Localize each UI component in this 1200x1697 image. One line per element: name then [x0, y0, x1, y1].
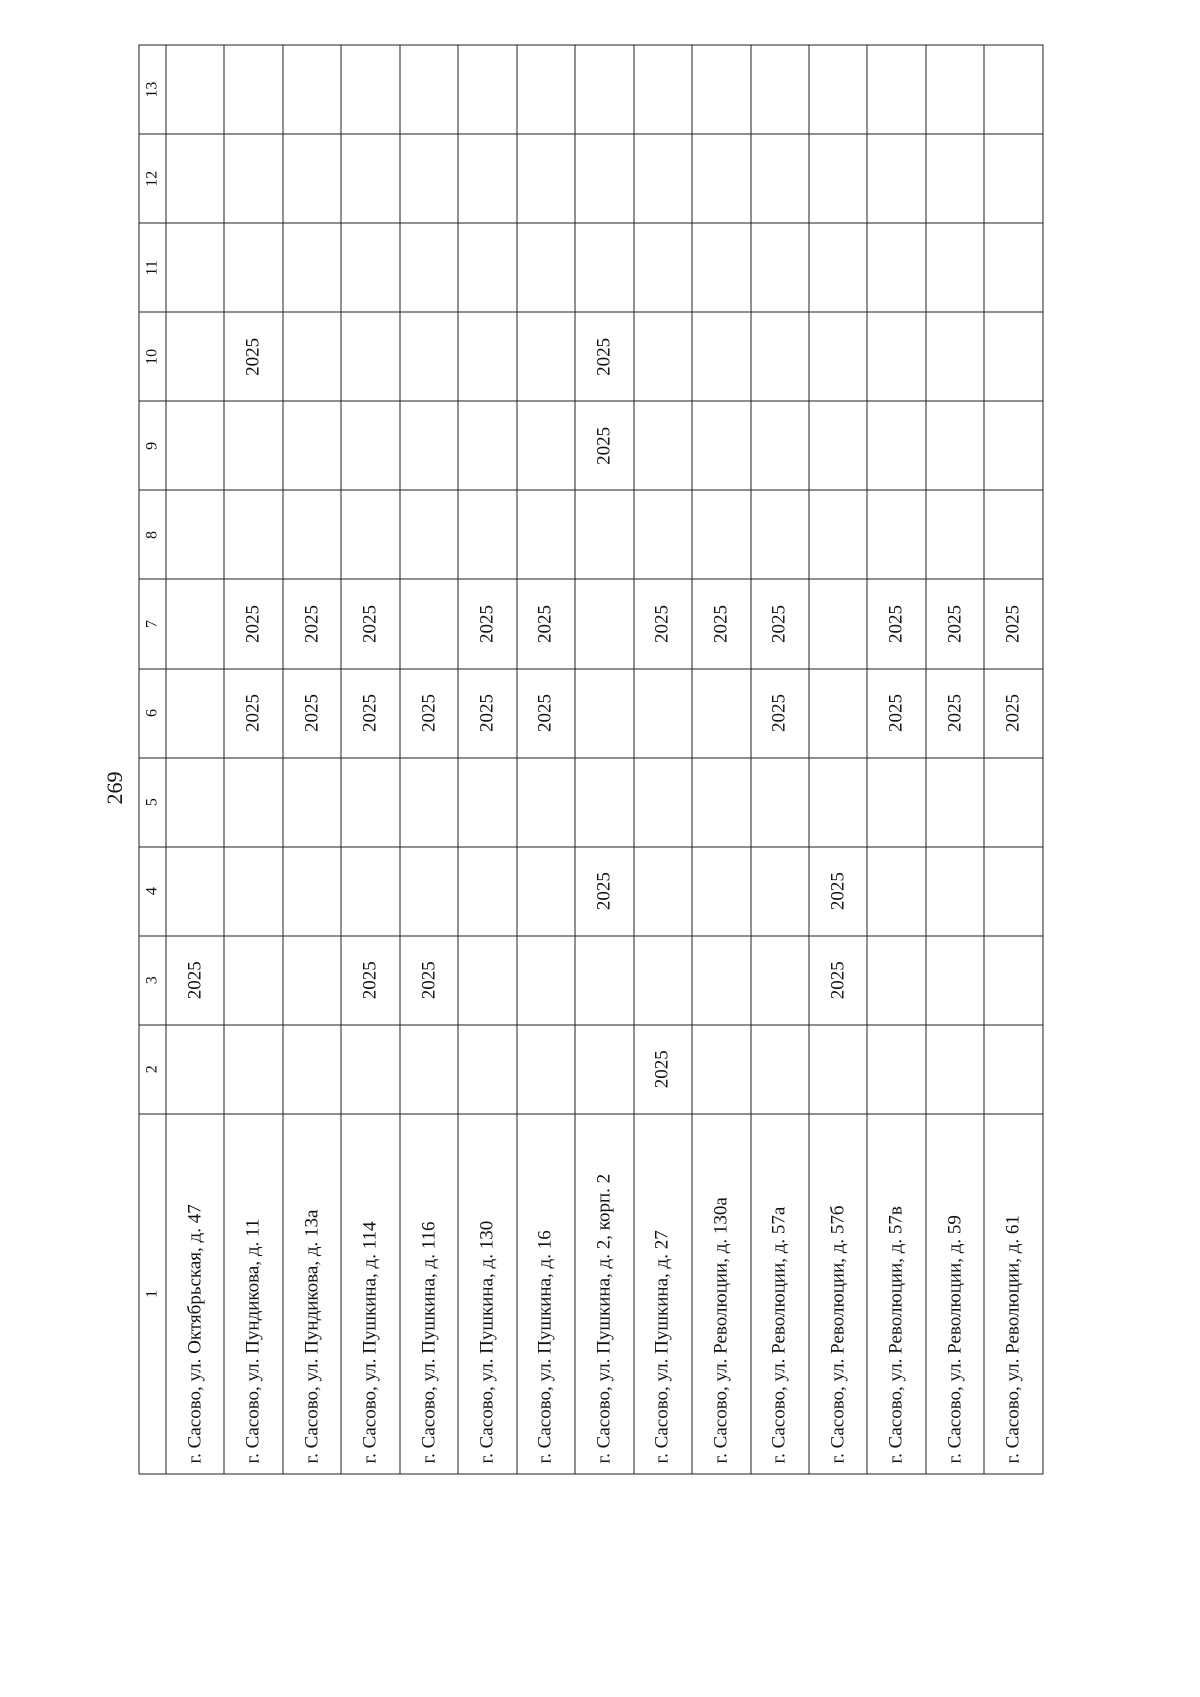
year-cell-col-13 [166, 45, 224, 134]
table-row [634, 45, 692, 1474]
column-header-11: 11 [139, 223, 166, 312]
year-cell-col-6: 2025 [984, 669, 1043, 758]
year-cell-col-6: 2025 [751, 669, 809, 758]
year-cell-col-12 [400, 134, 458, 223]
year-cell-col-7 [575, 579, 633, 668]
year-cell-col-6: 2025 [517, 669, 575, 758]
column-header-13: 13 [139, 45, 166, 134]
year-cell-col-4 [283, 847, 341, 936]
year-cell-col-4: 2025 [575, 847, 633, 936]
year-cell-col-3: 2025 [400, 936, 458, 1025]
year-cell-col-2 [809, 1025, 867, 1114]
year-cell-col-2 [984, 1025, 1043, 1114]
year-cell-col-7: 2025 [224, 579, 282, 668]
year-cell-col-12 [575, 134, 633, 223]
year-cell-col-8 [634, 490, 692, 579]
year-cell-col-9 [634, 401, 692, 490]
year-cell-col-13 [400, 45, 458, 134]
year-cell-col-2 [867, 1025, 925, 1114]
column-header-1: 1 [139, 1114, 166, 1474]
table-row [458, 45, 516, 1474]
year-cell-col-11 [926, 223, 984, 312]
year-cell-col-7: 2025 [984, 579, 1043, 668]
year-cell-col-11 [751, 223, 809, 312]
year-cell-col-8 [458, 490, 516, 579]
year-cell-col-7: 2025 [867, 579, 925, 668]
year-cell-col-10 [809, 312, 867, 401]
year-cell-col-4 [984, 847, 1043, 936]
year-cell-col-13 [517, 45, 575, 134]
year-cell-col-13 [283, 45, 341, 134]
year-cell-col-3 [634, 936, 692, 1025]
year-cell-col-12 [867, 134, 925, 223]
year-cell-col-6: 2025 [926, 669, 984, 758]
year-cell-col-9 [224, 401, 282, 490]
year-cell-col-4 [517, 847, 575, 936]
year-cell-col-13 [751, 45, 809, 134]
year-cell-col-9 [283, 401, 341, 490]
column-header-4: 4 [139, 847, 166, 936]
year-cell-col-5 [283, 758, 341, 847]
year-cell-col-13 [926, 45, 984, 134]
year-cell-col-12 [283, 134, 341, 223]
year-cell-col-10 [517, 312, 575, 401]
year-cell-col-8 [692, 490, 750, 579]
year-cell-col-3 [867, 936, 925, 1025]
year-cell-col-7: 2025 [341, 579, 399, 668]
table-row [692, 45, 750, 1474]
year-cell-col-6 [634, 669, 692, 758]
year-cell-col-10 [634, 312, 692, 401]
year-cell-col-3: 2025 [809, 936, 867, 1025]
year-cell-col-13 [692, 45, 750, 134]
year-cell-col-2 [224, 1025, 282, 1114]
year-cell-col-11 [224, 223, 282, 312]
year-cell-col-13 [575, 45, 633, 134]
year-cell-col-11 [575, 223, 633, 312]
address-cell: г. Сасово, ул. Революции, д. 59 [926, 1114, 984, 1474]
column-header-7: 7 [139, 579, 166, 668]
year-cell-col-7 [400, 579, 458, 668]
year-cell-col-9 [166, 401, 224, 490]
year-cell-col-8 [166, 490, 224, 579]
address-cell: г. Сасово, ул. Революции, д. 57б [809, 1114, 867, 1474]
year-cell-col-6 [692, 669, 750, 758]
table-row [751, 45, 809, 1474]
year-cell-col-10 [751, 312, 809, 401]
table-row [224, 45, 282, 1474]
year-cell-col-5 [809, 758, 867, 847]
year-cell-col-8 [867, 490, 925, 579]
year-cell-col-11 [341, 223, 399, 312]
year-cell-col-9 [984, 401, 1043, 490]
year-cell-col-3: 2025 [166, 936, 224, 1025]
year-cell-col-2 [166, 1025, 224, 1114]
address-cell: г. Сасово, ул. Пушкина, д. 16 [517, 1114, 575, 1474]
year-cell-col-4: 2025 [809, 847, 867, 936]
address-cell: г. Сасово, ул. Пушкина, д. 2, корп. 2 [575, 1114, 633, 1474]
column-header-5: 5 [139, 758, 166, 847]
year-cell-col-7 [166, 579, 224, 668]
year-cell-col-5 [517, 758, 575, 847]
year-cell-col-10 [926, 312, 984, 401]
year-cell-col-4 [692, 847, 750, 936]
address-cell: г. Сасово, ул. Октябрьская, д. 47 [166, 1114, 224, 1474]
table-row [400, 45, 458, 1474]
column-header-8: 8 [139, 490, 166, 579]
year-cell-col-11 [400, 223, 458, 312]
table-body [166, 45, 1043, 1474]
table-row [283, 45, 341, 1474]
year-cell-col-9 [867, 401, 925, 490]
year-cell-col-9 [458, 401, 516, 490]
address-cell: г. Сасово, ул. Пундикова, д. 11 [224, 1114, 282, 1474]
year-cell-col-11 [809, 223, 867, 312]
year-cell-col-4 [751, 847, 809, 936]
year-cell-col-4 [224, 847, 282, 936]
schedule-table-container [139, 45, 1044, 1475]
year-cell-col-5 [224, 758, 282, 847]
year-cell-col-5 [751, 758, 809, 847]
year-cell-col-12 [341, 134, 399, 223]
year-cell-col-8 [400, 490, 458, 579]
year-cell-col-3 [575, 936, 633, 1025]
year-cell-col-10 [867, 312, 925, 401]
year-cell-col-2: 2025 [634, 1025, 692, 1114]
table-row [341, 45, 399, 1474]
table-row [926, 45, 984, 1474]
year-cell-col-8 [926, 490, 984, 579]
year-cell-col-6 [575, 669, 633, 758]
year-cell-col-7: 2025 [283, 579, 341, 668]
column-header-12: 12 [139, 134, 166, 223]
year-cell-col-3 [751, 936, 809, 1025]
year-cell-col-10 [341, 312, 399, 401]
address-cell: г. Сасово, ул. Пушкина, д. 114 [341, 1114, 399, 1474]
table-row [867, 45, 925, 1474]
year-cell-col-3 [283, 936, 341, 1025]
year-cell-col-12 [984, 134, 1043, 223]
year-cell-col-7: 2025 [692, 579, 750, 668]
year-cell-col-4 [634, 847, 692, 936]
column-header-2: 2 [139, 1025, 166, 1114]
year-cell-col-5 [575, 758, 633, 847]
year-cell-col-11 [458, 223, 516, 312]
year-cell-col-12 [224, 134, 282, 223]
year-cell-col-3: 2025 [341, 936, 399, 1025]
year-cell-col-11 [166, 223, 224, 312]
year-cell-col-13 [341, 45, 399, 134]
year-cell-col-11 [867, 223, 925, 312]
column-header-6: 6 [139, 669, 166, 758]
year-cell-col-5 [984, 758, 1043, 847]
year-cell-col-8 [575, 490, 633, 579]
year-cell-col-11 [692, 223, 750, 312]
column-header-9: 9 [139, 401, 166, 490]
year-cell-col-9 [809, 401, 867, 490]
year-cell-col-10: 2025 [224, 312, 282, 401]
header-row [139, 45, 166, 1474]
year-cell-col-12 [517, 134, 575, 223]
year-cell-col-6: 2025 [224, 669, 282, 758]
year-cell-col-9 [926, 401, 984, 490]
year-cell-col-10 [283, 312, 341, 401]
year-cell-col-11 [634, 223, 692, 312]
year-cell-col-7: 2025 [458, 579, 516, 668]
year-cell-col-4 [341, 847, 399, 936]
year-cell-col-8 [984, 490, 1043, 579]
year-cell-col-12 [458, 134, 516, 223]
year-cell-col-11 [283, 223, 341, 312]
year-cell-col-12 [634, 134, 692, 223]
year-cell-col-12 [751, 134, 809, 223]
address-cell: г. Сасово, ул. Пундикова, д. 13а [283, 1114, 341, 1474]
year-cell-col-7: 2025 [517, 579, 575, 668]
year-cell-col-11 [517, 223, 575, 312]
year-cell-col-10 [400, 312, 458, 401]
year-cell-col-5 [692, 758, 750, 847]
year-cell-col-8 [283, 490, 341, 579]
address-cell: г. Сасово, ул. Пушкина, д. 130 [458, 1114, 516, 1474]
year-cell-col-13 [809, 45, 867, 134]
year-cell-col-3 [224, 936, 282, 1025]
table-row [517, 45, 575, 1474]
year-cell-col-8 [224, 490, 282, 579]
address-cell: г. Сасово, ул. Революции, д. 130а [692, 1114, 750, 1474]
year-cell-col-2 [575, 1025, 633, 1114]
year-cell-col-6: 2025 [400, 669, 458, 758]
year-cell-col-7: 2025 [926, 579, 984, 668]
column-header-3: 3 [139, 936, 166, 1025]
year-cell-col-5 [458, 758, 516, 847]
column-header-10: 10 [139, 312, 166, 401]
year-cell-col-5 [926, 758, 984, 847]
year-cell-col-9: 2025 [575, 401, 633, 490]
year-cell-col-8 [809, 490, 867, 579]
year-cell-col-9 [341, 401, 399, 490]
year-cell-col-8 [751, 490, 809, 579]
year-cell-col-4 [926, 847, 984, 936]
year-cell-col-6 [166, 669, 224, 758]
address-cell: г. Сасово, ул. Пушкина, д. 27 [634, 1114, 692, 1474]
year-cell-col-7 [809, 579, 867, 668]
year-cell-col-6 [809, 669, 867, 758]
year-cell-col-13 [224, 45, 282, 134]
year-cell-col-3 [926, 936, 984, 1025]
year-cell-col-12 [809, 134, 867, 223]
year-cell-col-8 [517, 490, 575, 579]
year-cell-col-7: 2025 [751, 579, 809, 668]
schedule-table [139, 45, 1044, 1475]
table-header [139, 45, 166, 1474]
year-cell-col-10: 2025 [575, 312, 633, 401]
year-cell-col-10 [984, 312, 1043, 401]
year-cell-col-13 [984, 45, 1043, 134]
address-cell: г. Сасово, ул. Революции, д. 57в [867, 1114, 925, 1474]
year-cell-col-3 [692, 936, 750, 1025]
year-cell-col-4 [400, 847, 458, 936]
table-row [809, 45, 867, 1474]
year-cell-col-5 [867, 758, 925, 847]
year-cell-col-2 [283, 1025, 341, 1114]
year-cell-col-12 [926, 134, 984, 223]
year-cell-col-4 [867, 847, 925, 936]
table-row [575, 45, 633, 1474]
year-cell-col-2 [517, 1025, 575, 1114]
year-cell-col-12 [692, 134, 750, 223]
year-cell-col-9 [751, 401, 809, 490]
year-cell-col-5 [400, 758, 458, 847]
year-cell-col-2 [458, 1025, 516, 1114]
year-cell-col-10 [458, 312, 516, 401]
year-cell-col-9 [692, 401, 750, 490]
year-cell-col-9 [517, 401, 575, 490]
year-cell-col-6: 2025 [458, 669, 516, 758]
year-cell-col-5 [166, 758, 224, 847]
year-cell-col-13 [867, 45, 925, 134]
year-cell-col-2 [926, 1025, 984, 1114]
page-number: 269 [102, 771, 127, 805]
year-cell-col-3 [517, 936, 575, 1025]
year-cell-col-9 [400, 401, 458, 490]
year-cell-col-12 [166, 134, 224, 223]
table-row [984, 45, 1043, 1474]
year-cell-col-3 [458, 936, 516, 1025]
year-cell-col-4 [458, 847, 516, 936]
year-cell-col-6: 2025 [341, 669, 399, 758]
address-cell: г. Сасово, ул. Революции, д. 57а [751, 1114, 809, 1474]
year-cell-col-2 [400, 1025, 458, 1114]
year-cell-col-13 [634, 45, 692, 134]
year-cell-col-2 [692, 1025, 750, 1114]
year-cell-col-10 [166, 312, 224, 401]
year-cell-col-2 [751, 1025, 809, 1114]
year-cell-col-4 [166, 847, 224, 936]
year-cell-col-8 [341, 490, 399, 579]
table-row [166, 45, 224, 1474]
address-cell: г. Сасово, ул. Пушкина, д. 116 [400, 1114, 458, 1474]
year-cell-col-7: 2025 [634, 579, 692, 668]
year-cell-col-13 [458, 45, 516, 134]
year-cell-col-10 [692, 312, 750, 401]
year-cell-col-6: 2025 [867, 669, 925, 758]
year-cell-col-5 [341, 758, 399, 847]
year-cell-col-5 [634, 758, 692, 847]
year-cell-col-11 [984, 223, 1043, 312]
year-cell-col-3 [984, 936, 1043, 1025]
year-cell-col-2 [341, 1025, 399, 1114]
year-cell-col-6: 2025 [283, 669, 341, 758]
address-cell: г. Сасово, ул. Революции, д. 61 [984, 1114, 1043, 1474]
